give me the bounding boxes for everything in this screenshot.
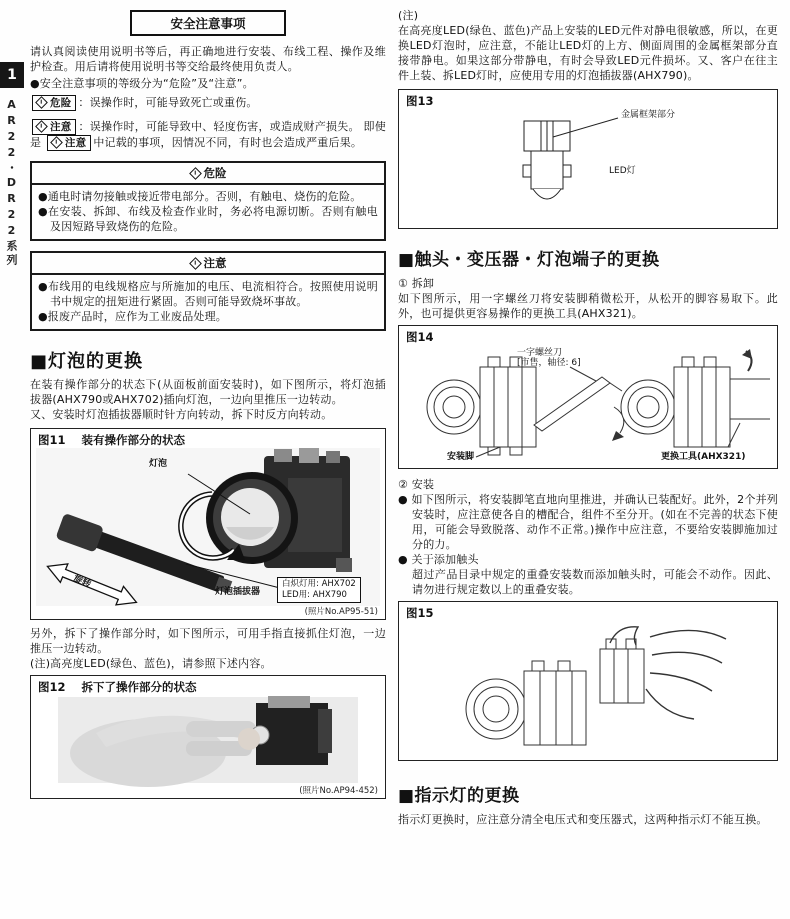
- figure-14-screwdriver-label: [517, 348, 581, 368]
- figure-13-led-label: LED灯: [609, 166, 636, 176]
- figure-15: [398, 601, 778, 761]
- step2-bullet-2-title: ● 关于添加触头: [398, 553, 479, 566]
- series-char: R: [5, 192, 18, 208]
- figure-12: [30, 675, 386, 799]
- figure-11: [30, 428, 386, 620]
- contact-replacement-heading: ■触头・变压器・灯泡端子的更换: [398, 250, 660, 270]
- alert-diamond-icon: [189, 167, 202, 180]
- figure-11-tool-label: 灯泡插拔器: [215, 587, 261, 597]
- caution-tag-label: 注意: [50, 121, 72, 133]
- section-number-tab: 1: [0, 62, 24, 88]
- left-column: [30, 8, 386, 799]
- step1-title: ① 拆卸: [398, 277, 435, 290]
- danger-warning-box: [30, 161, 386, 241]
- danger-definition-text: ：误操作时，可能导致死亡或重伤。: [78, 96, 258, 109]
- figure-12-title: 拆下了操作部分的状态: [81, 680, 197, 694]
- alert-diamond-icon: [50, 136, 63, 149]
- danger-box-header: [32, 163, 384, 185]
- tool-model-led: LED用: AHX790: [282, 590, 347, 600]
- caution-tag-label: 注意: [64, 137, 87, 149]
- caution-definition-text-c: 中记载的事项，因情况不同，有时也会造成严重后果。: [93, 136, 363, 149]
- figure-14-drawing: [404, 345, 772, 465]
- figure-14-caption: [399, 326, 777, 345]
- caution-definition-text-b: 即使是: [30, 120, 386, 149]
- figure-11-caption: [31, 429, 385, 448]
- danger-definition: [30, 95, 386, 111]
- series-char: ・: [5, 162, 18, 176]
- danger-tag-label: 危险: [50, 97, 72, 109]
- safety-intro-text: 请认真阅读使用说明书等后，再正确地进行安装、布线工程、操作及维护检查。用后请将使用说明书等交给最终使用负责人。: [30, 45, 386, 73]
- step2-bullet-1: ● 如下图所示，将安装脚笔直地向里推进，并确认已装配好。此外，2个并列安装时，应注意使各自的槽配合，组件不至分开。(如在不完善的状态下使用，可能会导致脱落、动作不正常。)操作中应注意，不要给安装脚施加过分的力。: [398, 493, 778, 551]
- series-char: D: [5, 176, 18, 192]
- figure-13-number: 图13: [406, 94, 434, 108]
- danger-box-title: 危险: [203, 166, 227, 180]
- figure-11-rotate-label: 旋转: [71, 573, 93, 591]
- figure-14-number: 图14: [406, 330, 434, 344]
- caution-item: ●布线用的电线规格应与所施加的电压、电流相符合。按照使用说明书中规定的扭矩进行紧固。否则可能导致烧坏事故。: [38, 280, 378, 308]
- caution-tag-2: [47, 135, 91, 151]
- safety-level-line: ●安全注意事项的等级分为“危险”及“注意”。: [30, 77, 254, 90]
- right-column: [398, 8, 778, 827]
- figure-11-tool-model-box: [277, 577, 361, 603]
- figure-12-photo: [36, 695, 380, 787]
- lamp-para-3: 另外，拆下了操作部分时，如下图所示，可用手指直接抓住灯泡，一边推压一边转动。: [30, 627, 386, 655]
- step2-title: ② 安装: [398, 478, 435, 491]
- indicator-body: 指示灯更换时，应注意分清全电压式和变压器式，这两种指示灯不能互换。: [398, 813, 768, 826]
- series-char: A: [5, 98, 18, 114]
- alert-diamond-icon: [189, 257, 202, 270]
- figure-12-photo-number: (照片No.AP94-452): [299, 786, 378, 796]
- series-vertical-label: [3, 98, 19, 268]
- danger-item: ●在安装、拆卸、布线及检查作业时，务必将电源切断。否则有触电及因短路导致烧伤的危险。: [38, 205, 378, 233]
- figure-14: [398, 325, 778, 469]
- figure-13: [398, 89, 778, 229]
- screwdriver-label-line1: 一字螺丝刀: [517, 348, 563, 358]
- caution-definition-text-a: ：误操作时，可能导致中、轻度伤害，或造成财产损失。: [78, 120, 360, 133]
- danger-box-body: [32, 185, 384, 239]
- series-char: 系: [5, 240, 18, 254]
- figure-11-title: 装有操作部分的状态: [81, 433, 186, 447]
- figure-15-number: 图15: [406, 606, 434, 620]
- step2-bullet-2-body: 超过产品目录中规定的重叠安装数而添加触头时，可能会不动作。因此、请勿进行规定数以上的重叠安装。: [412, 568, 778, 596]
- figure-11-number: 图11: [38, 433, 66, 447]
- tool-model-incandescent: 白炽灯用: AHX702: [282, 579, 356, 589]
- danger-tag: [32, 95, 76, 111]
- lamp-replacement-heading: ■灯泡的更换: [30, 351, 144, 372]
- note-body: 在高亮度LED(绿色、蓝色)产品上安装的LED元件对静电很敏感，所以，在更换LED灯泡时，应注意，不能让LED灯的上方、侧面周围的金属框架部分直接带静电。如果这部分带静电，有时会导致LED元件损坏。又、客户在往主件上装、拆LED灯时，应使用专用的灯泡插拔器(AHX790)。: [398, 24, 778, 82]
- alert-diamond-icon: [35, 96, 48, 109]
- caution-item: ●报废产品时，应作为工业废品处理。: [38, 310, 227, 323]
- lamp-para-2: 又、安装时灯泡插拔器顺时针方向转动，拆下时反方向转动。: [30, 408, 333, 421]
- step1-body: 如下图所示，用一字螺丝刀将安装脚稍微松开，从松开的脚容易取下。此外，也可提供更容易操作的更换工具(AHX321)。: [398, 292, 778, 320]
- caution-warning-box: [30, 251, 386, 331]
- series-char: R: [5, 114, 18, 130]
- figure-11-photo-number: (照片No.AP95-51): [304, 607, 378, 617]
- figure-13-frame-label: 金属框架部分: [621, 110, 676, 120]
- alert-diamond-icon: [35, 120, 48, 133]
- series-char: 22: [5, 130, 18, 162]
- figure-13-caption: [399, 90, 777, 109]
- danger-item: ●通电时请勿接触或接近带电部分。否则，有触电、烧伤的危险。: [38, 190, 362, 203]
- figure-12-number: 图12: [38, 680, 66, 694]
- figure-15-drawing: [404, 621, 772, 757]
- caution-box-header: [32, 253, 384, 275]
- series-char: 22: [5, 208, 18, 240]
- figure-14-tool-label: 更换工具(AHX321): [661, 452, 746, 462]
- note-title: (注): [398, 9, 419, 22]
- caution-box-body: [32, 275, 384, 329]
- lamp-para-1: 在装有操作部分的状态下(从面板前面安装时)，如下图所示，将灯泡插拔器(AHX790或AHX702)插向灯泡，一边向里推压一边转动。: [30, 378, 386, 406]
- figure-13-drawing: [404, 109, 772, 221]
- safety-precautions-title: 安全注意事项: [130, 10, 286, 36]
- caution-definition: [30, 119, 386, 151]
- lamp-para-4: (注)高亮度LED(绿色、蓝色)，请参照下述内容。: [30, 657, 272, 670]
- caution-box-title: 注意: [203, 256, 227, 270]
- indicator-replacement-heading: ■指示灯的更换: [398, 786, 520, 806]
- screwdriver-label-line2: [市售，轴径: 6]: [517, 358, 581, 368]
- figure-11-lamp-label: 灯泡: [149, 459, 168, 469]
- caution-tag: [32, 119, 76, 135]
- figure-14-foot-label: 安装脚: [447, 452, 475, 462]
- series-char: 列: [5, 254, 18, 268]
- figure-15-caption: [399, 602, 777, 621]
- figure-12-caption: [31, 676, 385, 695]
